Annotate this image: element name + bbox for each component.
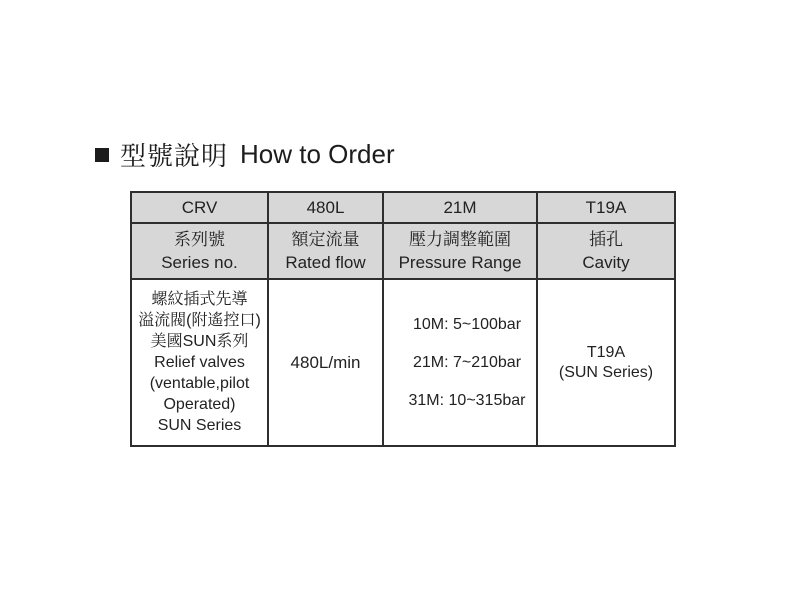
- cavity-value-cell: [537, 279, 675, 446]
- series-description-cell: [131, 279, 268, 446]
- cavity-line: T19A: [586, 343, 626, 361]
- series-description-line: 溢流閥(附遙控口): [138, 312, 261, 329]
- series-description-line: 螺紋插式先導: [151, 291, 248, 308]
- how-to-order-table: [130, 191, 676, 447]
- square-bullet-icon: [95, 148, 109, 162]
- series-description-line: 美國SUN系列: [150, 333, 249, 350]
- header-rated-flow-zh: 額定流量: [291, 230, 360, 249]
- model-code-pressure: 21M: [383, 192, 537, 223]
- header-rated-flow-en: Rated flow: [285, 253, 366, 272]
- series-description-line: SUN Series: [157, 417, 242, 434]
- header-pressure-range-en: Pressure Range: [398, 253, 522, 272]
- header-pressure-range-zh: 壓力調整範圍: [409, 230, 511, 249]
- model-code-flow: 480L: [268, 192, 383, 223]
- header-cavity-en: Cavity: [582, 253, 630, 272]
- rated-flow-value-cell: 480L/min: [268, 279, 383, 446]
- cavity-line: (SUN Series): [558, 363, 654, 381]
- series-description-line: Relief valves: [154, 354, 245, 371]
- header-cavity: [537, 223, 675, 279]
- header-series-no: [131, 223, 268, 279]
- header-series-no-en: Series no.: [161, 253, 238, 272]
- model-code-series: CRV: [131, 192, 268, 223]
- section-title-zh: 型號說明: [120, 141, 229, 171]
- pressure-range-cell: [383, 279, 537, 446]
- section-title: [95, 136, 395, 173]
- pressure-range-line: 21M: 7~210bar: [412, 353, 522, 371]
- header-pressure-range: [383, 223, 537, 279]
- series-description-line: (ventable,pilot: [149, 375, 250, 392]
- series-description-line: Operated): [163, 396, 236, 413]
- header-series-no-zh: 系列號: [174, 230, 225, 249]
- column-header-row: [131, 223, 675, 279]
- model-code-row: [131, 192, 675, 223]
- header-rated-flow: [268, 223, 383, 279]
- section-title-en: How to Order: [240, 139, 395, 169]
- pressure-range-line: 31M: 10~315bar: [408, 391, 526, 409]
- model-code-cavity: T19A: [537, 192, 675, 223]
- pressure-range-line: 10M: 5~100bar: [412, 315, 522, 333]
- spec-row: [131, 279, 675, 446]
- header-cavity-zh: 插孔: [589, 230, 623, 249]
